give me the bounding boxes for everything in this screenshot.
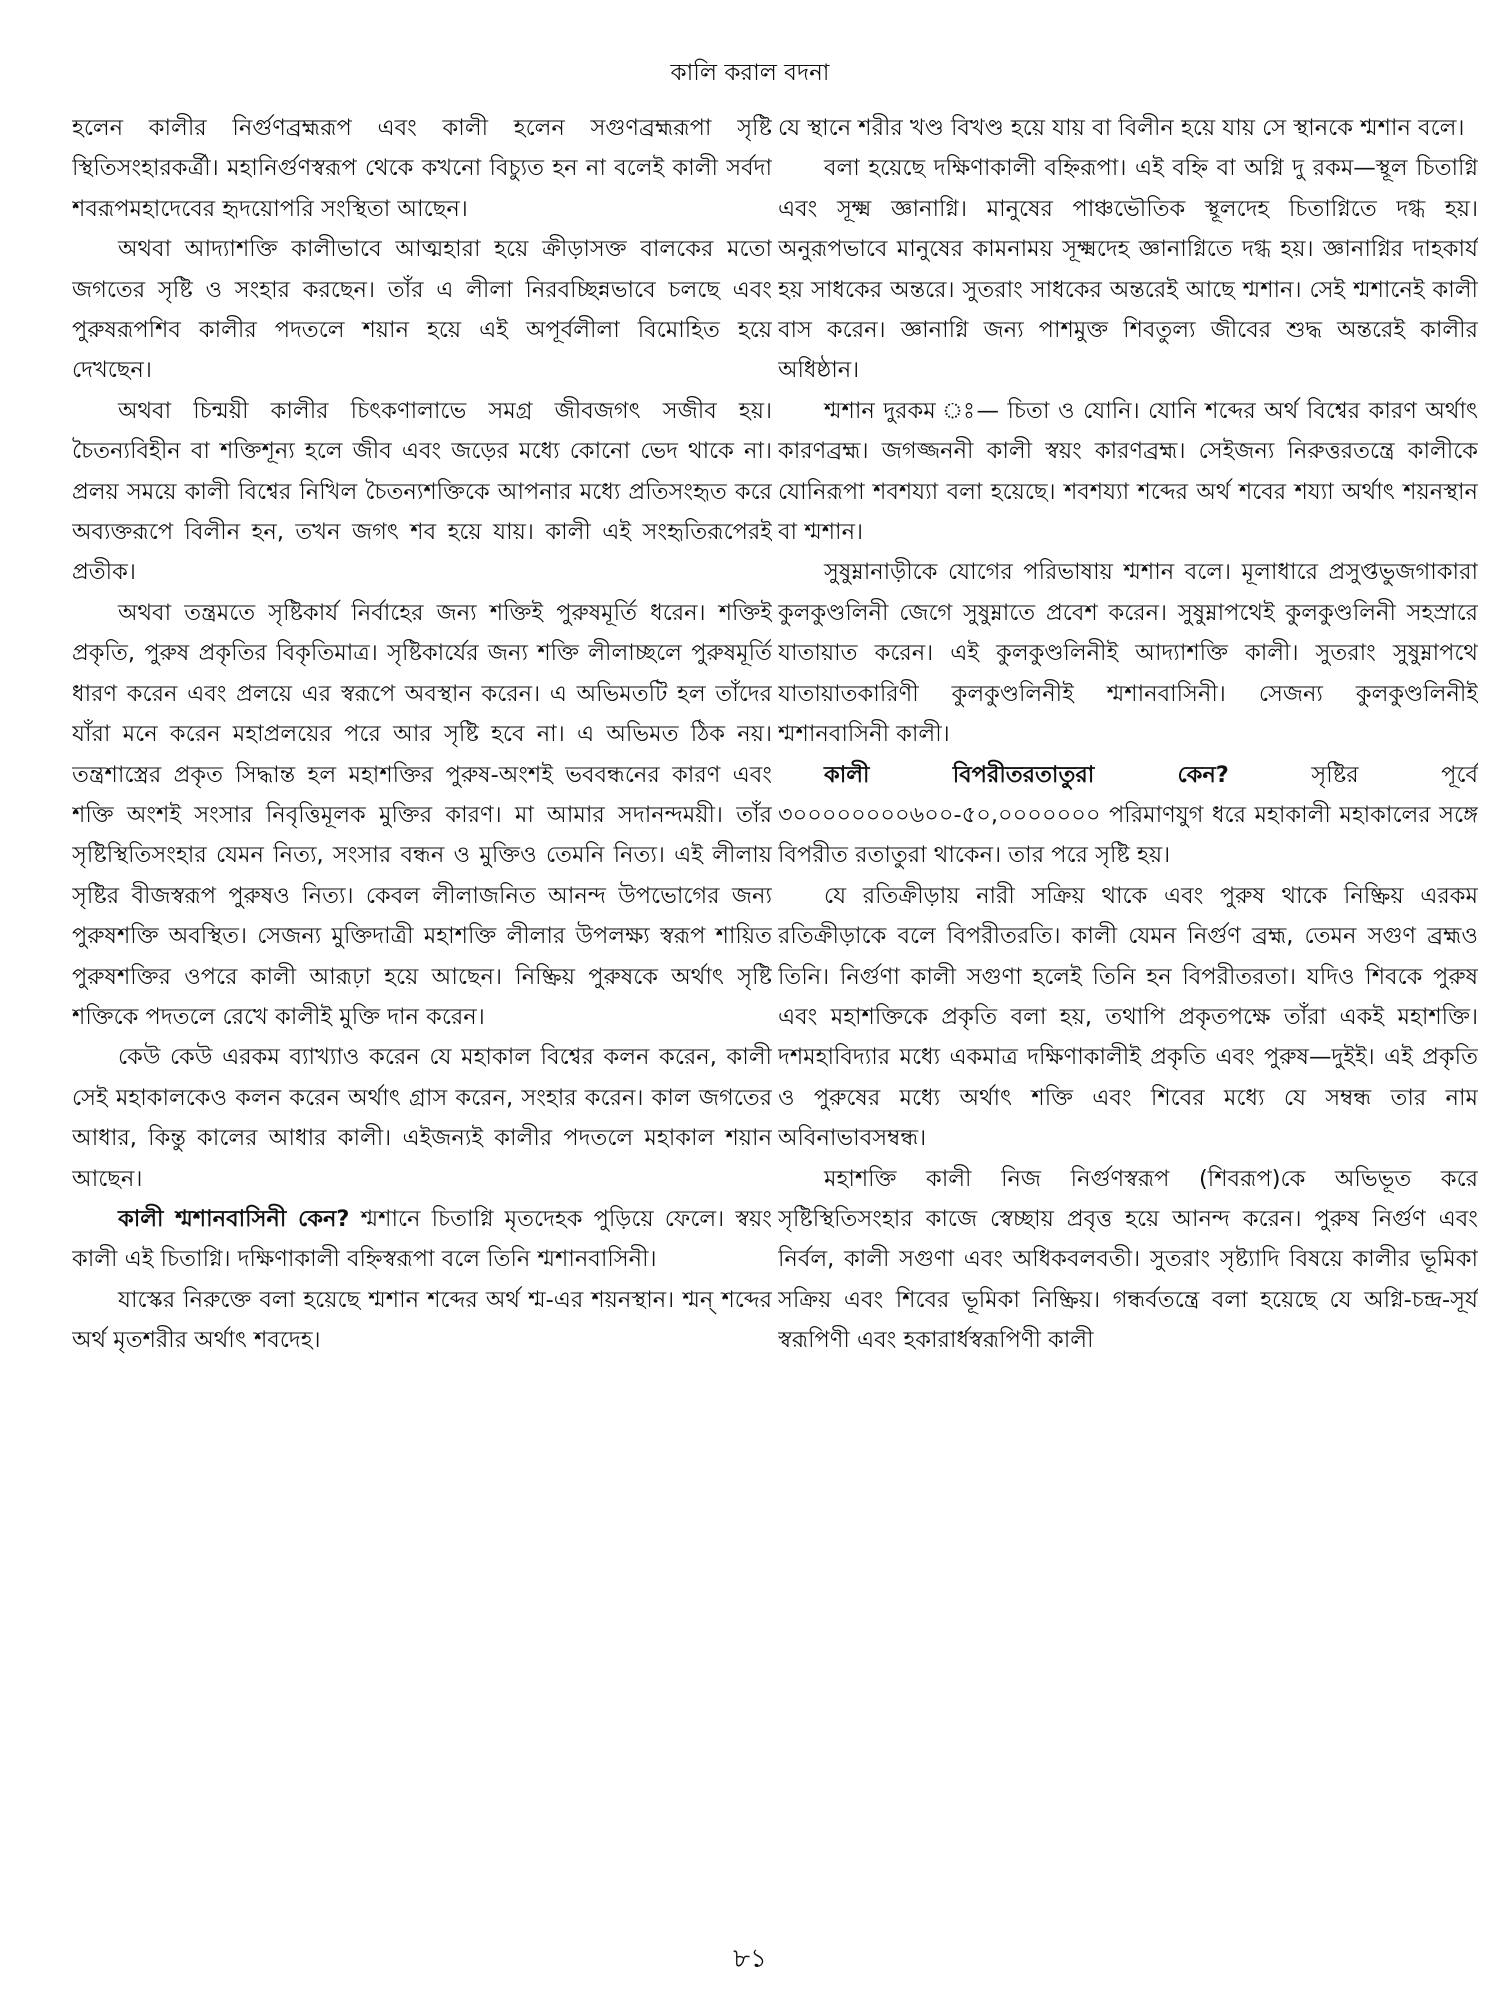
paragraph: হলেন কালীর নির্গুণব্রহ্মরূপ এবং কালী হলেন সগুণব্রহ্মরূপা সৃষ্টি স্থিতিসংহারকর্ত্রী। মহানির্গুণস্বরূপ থেকে কখনো বিচ্যুত হন না বলেই কালী সর্বদা শবরূপমহাদেবের হৃদয়োপরি সংস্থিতা আছেন। xyxy=(72,115,772,222)
paragraph: যাস্কের নিরুক্তে বলা হয়েছে শ্মশান শব্দের অর্থ শ্ম-এর শয়নস্থান। শ্মন্ শব্দের অর্থ মৃতশরীর অর্থাৎ শবদেহ। xyxy=(72,1286,772,1354)
paragraph xyxy=(778,755,1478,876)
section-heading: কালী বিপরীতরতাতুরা কেন? xyxy=(824,761,1229,788)
running-header: কালি করাল বদনা xyxy=(670,60,830,86)
paragraph: সুষুম্নানাড়ীকে যোগের পরিভাষায় শ্মশান বলে। মূলাধারে প্রসুপ্তভুজগাকারা কুলকুণ্ডলিনী জেগে সুষুম্নাতে প্রবেশ করেন। সুষুম্নাপথেই কুলকুণ্ডলিনী সহস্রারে যাতায়াত করেন। এই কুলকুণ্ডলিনীই আদ্যাশক্তি কালী। সুতরাং সুষুম্নাপথে যাতায়াতকারিণী কুলকুণ্ডলিনীই শ্মশানবাসিনী। সেজন্য কুলকুণ্ডলিনীই শ্মশানবাসিনী কালী। xyxy=(778,559,1478,748)
paragraph: বলা হয়েছে দক্ষিণাকালী বহ্নিরূপা। এই বহ্নি বা অগ্নি দু রকম—স্থূল চিতাগ্নি এবং সূক্ষ্ম জ্ঞানাগ্নি। মানুষের পাঞ্চভৌতিক স্থূলদেহ চিতাগ্নিতে দগ্ধ হয়। অনুরূপভাবে মানুষের কামনাময় সূক্ষ্মদেহ জ্ঞানাগ্নিতে দগ্ধ হয়। জ্ঞানাগ্নির দাহকার্য হয় সাধকের অন্তরে। সুতরাং সাধকের অন্তরেই আছে শ্মশান। সেই শ্মশানেই কালী বাস করেন। জ্ঞানাগ্নি জন্য পাশমুক্ত শিবতুল্য জীবের শুদ্ধ অন্তরেই কালীর অধিষ্ঠান। xyxy=(778,155,1478,384)
paragraph xyxy=(72,1199,772,1280)
paragraph: যে স্থানে শরীর খণ্ড বিখণ্ড হয়ে যায় বা বিলীন হয়ে যায় সে স্থানকে শ্মশান বলে। xyxy=(778,115,1465,141)
section-heading: কালী শ্মশানবাসিনী কেন? xyxy=(118,1205,350,1232)
paragraph: মহাশক্তি কালী নিজ নির্গুণস্বরূপ (শিবরূপ)কে অভিভূত করে সৃষ্টিস্থিতিসংহার কাজে স্বেচ্ছায় প্রবৃত্ত হয়ে আনন্দ করেন। পুরুষ নির্গুণ এবং নির্বল, কালী সগুণা এবং অধিকবলবতী। সুতরাং সৃষ্ট্যাদি বিষয়ে কালীর ভূমিকা সক্রিয় এবং শিবের ভূমিকা নিষ্ক্রিয়। গন্ধর্বতন্ত্রে বলা হয়েছে যে অগ্নি-চন্দ্র-সূর্য স্বরূপিণী এবং হকারার্ধস্বরূপিণী কালী xyxy=(778,1165,1478,1354)
left-column xyxy=(72,108,772,1928)
paragraph: যে রতিক্রীড়ায় নারী সক্রিয় থাকে এবং পুরুষ থাকে নিষ্ক্রিয় এরকম রতিক্রীড়াকে বলে বিপরীতরতি। কালী যেমন নির্গুণ ব্রহ্ম, তেমন সগুণ ব্রহ্মও তিনি। নির্গুণা কালী সগুণা হলেই তিনি হন বিপরীতরতা। যদিও শিবকে পুরুষ এবং মহাশক্তিকে প্রকৃতি বলা হয়, তথাপি প্রকৃতপক্ষে তাঁরা একই মহাশক্তি। দশমহাবিদ্যার মধ্যে একমাত্র দক্ষিণাকালীই প্রকৃতি এবং পুরুষ—দুইই। এই প্রকৃতি ও পুরুষের মধ্যে অর্থাৎ শক্তি এবং শিবের মধ্যে যে সম্বন্ধ তার নাম অবিনাভাবসম্বন্ধ। xyxy=(778,882,1478,1152)
right-column xyxy=(778,108,1478,1928)
page-number: ৮১ xyxy=(733,1944,767,1974)
paragraph: অথবা আদ্যাশক্তি কালীভাবে আত্মহারা হয়ে ক্রীড়াসক্ত বালকের মতো জগতের সৃষ্টি ও সংহার করছেন। তাঁর এ লীলা নিরবচ্ছিন্নভাবে চলছে এবং পুরুষরূপশিব কালীর পদতলে শয়ান হয়ে এই অপূর্বলীলা বিমোহিত হয়ে দেখছেন। xyxy=(72,236,772,384)
paragraph-body: শ্মশানে চিতাগ্নি মৃতদেহক পুড়িয়ে ফেলে। স্বয়ং কালী এই চিতাগ্নি। দক্ষিণাকালী বহ্নিস্বরূপা বলে তিনি শ্মশানবাসিনী। xyxy=(72,1205,772,1273)
paragraph: শ্মশান দুরকম ঃ— চিতা ও যোনি। যোনি শব্দের অর্থ বিশ্বের কারণ অর্থাৎ কারণব্রহ্ম। জগজ্জননী কালী স্বয়ং কারণব্রহ্ম। সেইজন্য নিরুত্তরতন্ত্রে কালীকে যোনিরূপা শবশয্যা বলা হয়েছে। শবশয্যা শব্দের অর্থ শবের শয্যা অর্থাৎ শয়নস্থান বা শ্মশান। xyxy=(778,397,1478,546)
paragraph: অথবা তন্ত্রমতে সৃষ্টিকার্য নির্বাহের জন্য শক্তিই পুরুষমূর্তি ধরেন। শক্তিই প্রকৃতি, পুরুষ প্রকৃতির বিকৃতিমাত্র। সৃষ্টিকার্যের জন্য শক্তি লীলাচ্ছলে পুরুষমূর্তি ধারণ করেন এবং প্রলয়ে এর স্বরূপে অবস্থান করেন। এ অভিমতটি হল তাঁদের যাঁরা মনে করেন মহাপ্রলয়ের পরে আর সৃষ্টি হবে না। এ অভিমত ঠিক নয়। তন্ত্রশাস্ত্রের প্রকৃত সিদ্ধান্ত হল মহাশক্তির পুরুষ-অংশই ভববন্ধনের কারণ এবং শক্তি অংশই সংসার নিবৃত্তিমূলক মুক্তির কারণ। মা আমার সদানন্দময়ী। তাঁর সৃষ্টিস্থিতিসংহার যেমন নিত্য, সংসার বন্ধন ও মুক্তিও তেমনি নিত্য। এই লীলায় সৃষ্টির বীজস্বরূপ পুরুষও নিত্য। কেবল লীলাজনিত আনন্দ উপভোগের জন্য পুরুষশক্তি অবস্থিত। সেজন্য মুক্তিদাত্রী মহাশক্তি লীলার উপলক্ষ্য স্বরূপ শায়িত পুরুষশক্তির ওপরে কালী আরূঢ়া হয়ে আছেন। নিষ্ক্রিয় পুরুষকে অর্থাৎ সৃষ্টি শক্তিকে পদতলে রেখে কালীই মুক্তি দান করেন। xyxy=(72,599,772,1030)
paragraph-body: সৃষ্টির পূর্বে ৩০০০০০০০০৬০০-৫০,০০০০০০০ পরিমাণযুগ ধরে মহাকালী মহাকালের সঙ্গে বিপরীত রতাতুরা থাকেন। তার পরে সৃষ্টি হয়। xyxy=(778,761,1478,869)
paragraph: অথবা চিন্ময়ী কালীর চিৎকণালাভে সমগ্র জীবজগৎ সজীব হয়। চৈতন্যবিহীন বা শক্তিশূন্য হলে জীব এবং জড়ের মধ্যে কোনো ভেদ থাকে না। প্রলয় সময়ে কালী বিশ্বের নিখিল চৈতন্যশক্তিকে আপনার মধ্যে প্রতিসংহৃত করে অব্যক্তরূপে বিলীন হন, তখন জগৎ শব হয়ে যায়। কালী এই সংহৃতিরূপেরই প্রতীক। xyxy=(72,397,772,586)
paragraph: কেউ কেউ এরকম ব্যাখ্যাও করেন যে মহাকাল বিশ্বের কলন করেন, কালী সেই মহাকালকেও কলন করেন অর্থাৎ গ্রাস করেন, সংহার করেন। কাল জগতের আধার, কিন্তু কালের আধার কালী। এইজন্যই কালীর পদতলে মহাকাল শয়ান আছেন। xyxy=(72,1044,772,1192)
